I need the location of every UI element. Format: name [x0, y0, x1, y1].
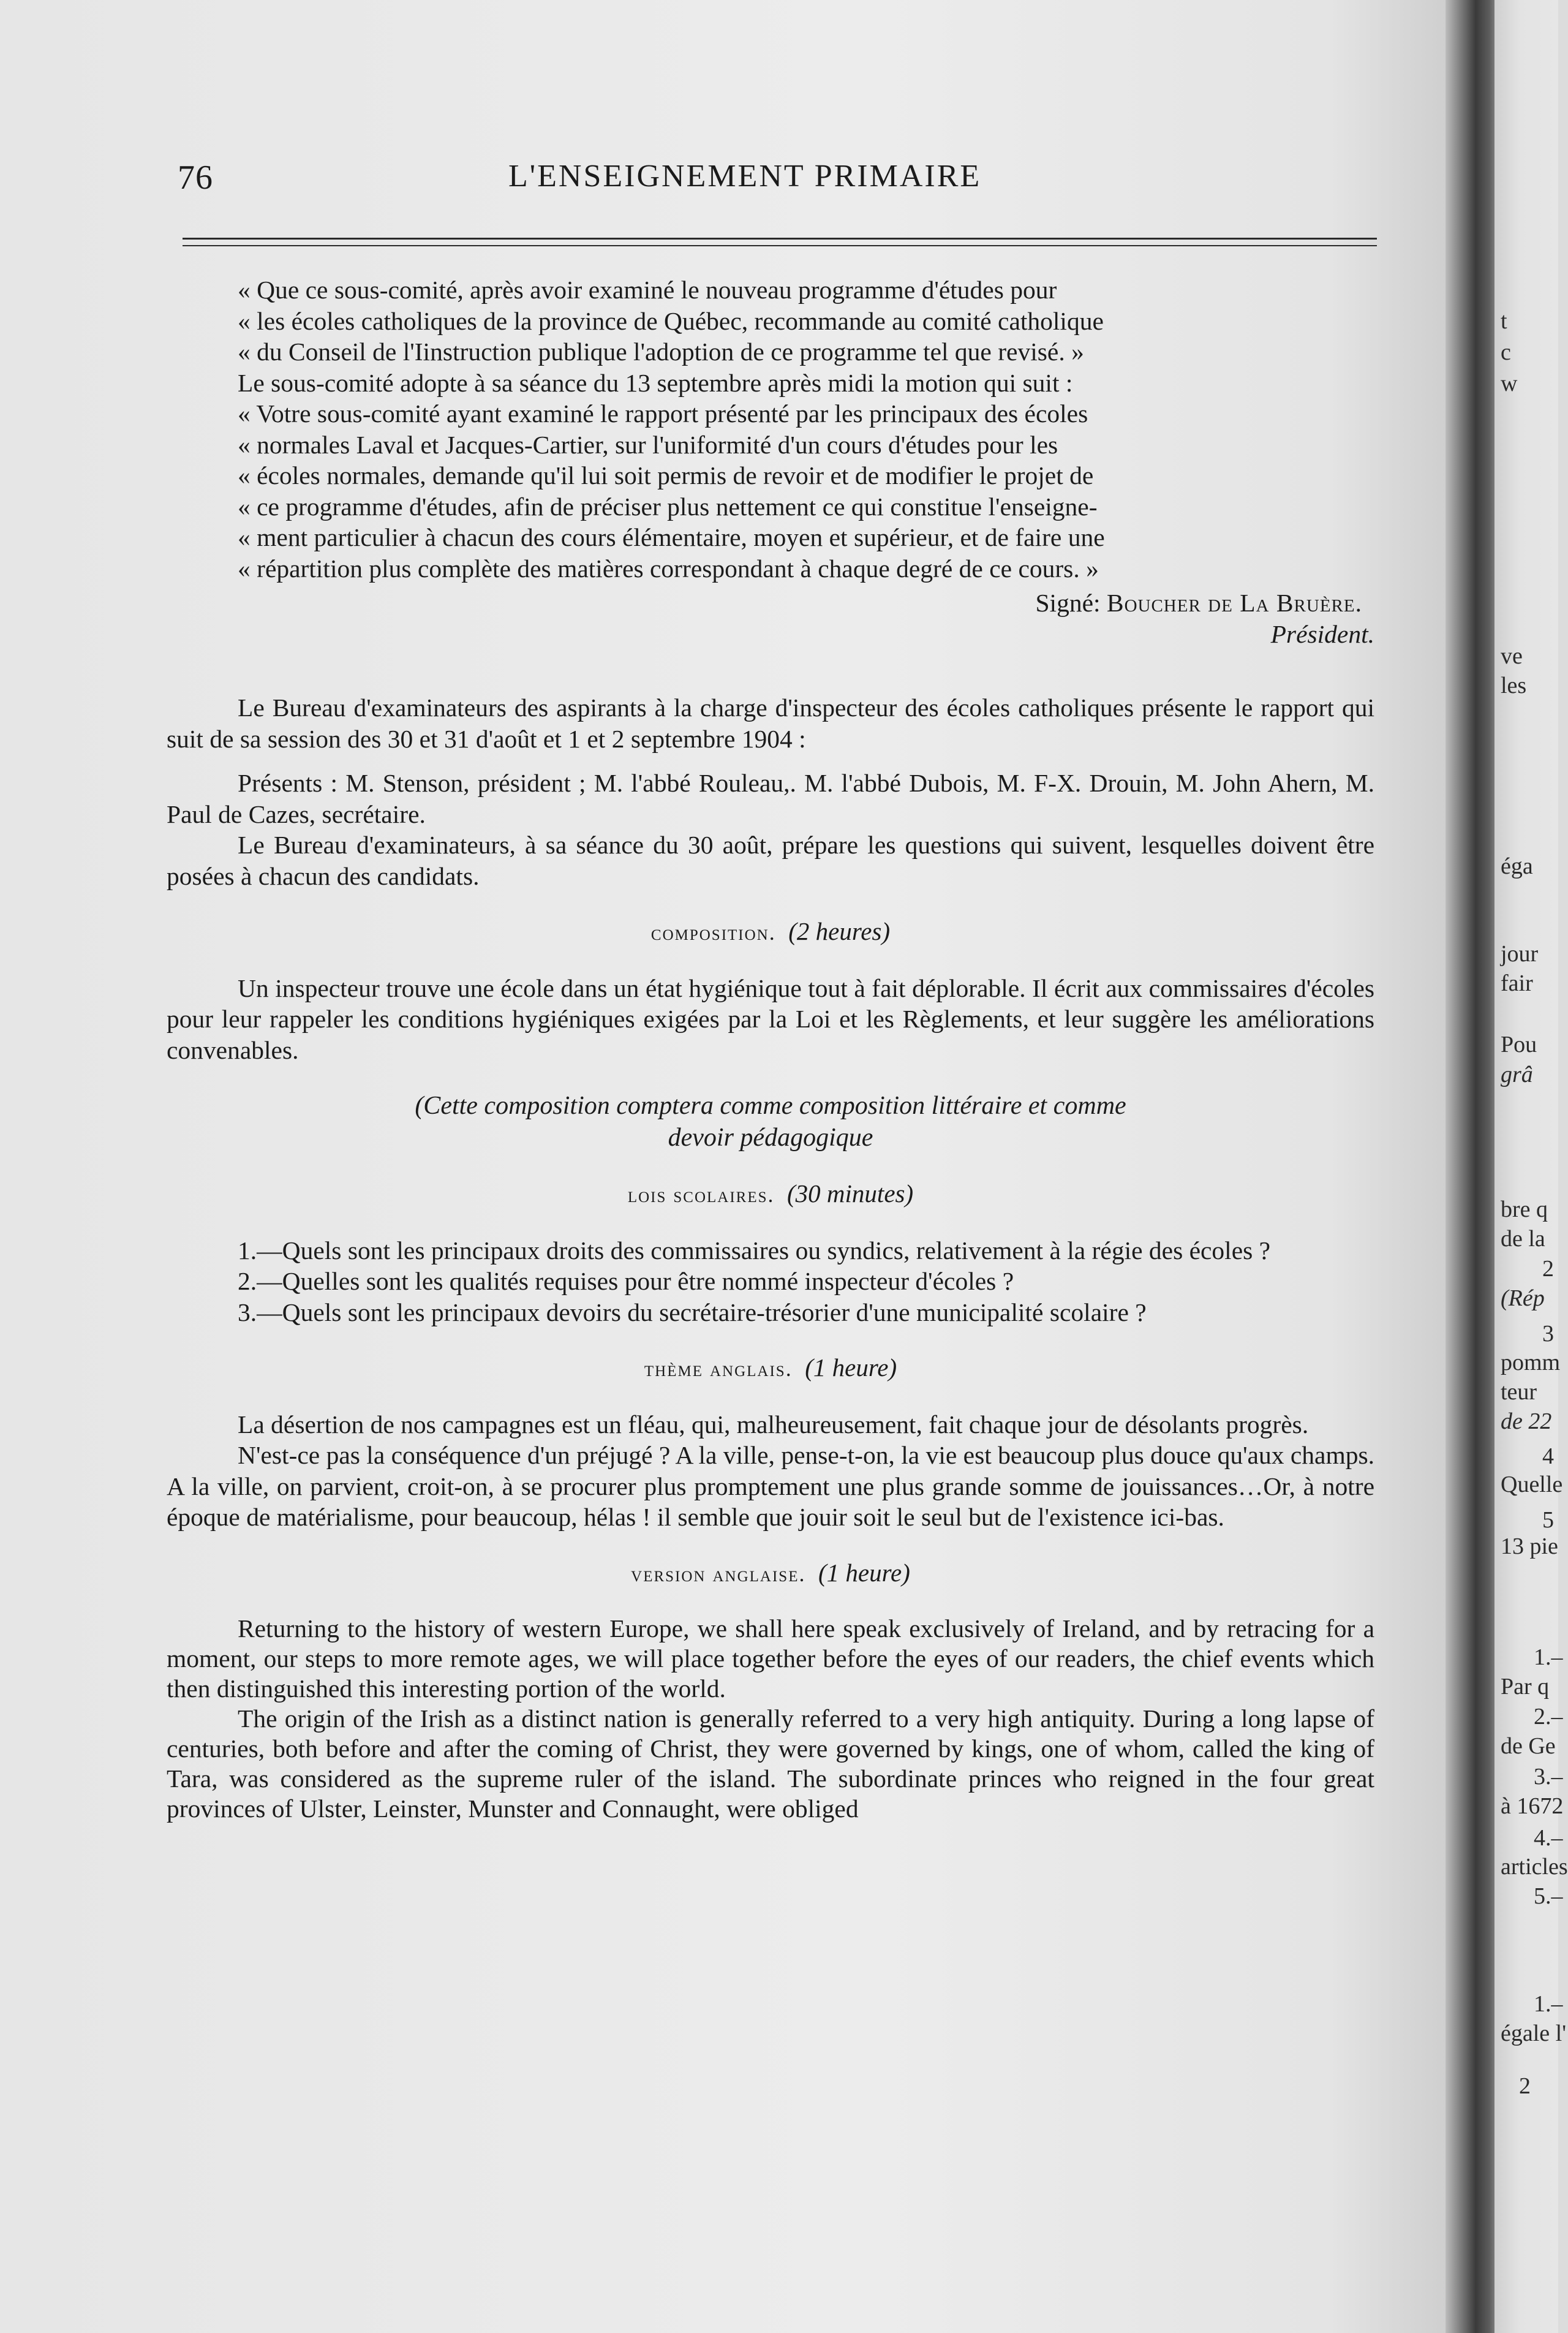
facing-fragment: fair	[1501, 970, 1533, 996]
facing-fragment: 2	[1542, 1256, 1554, 1282]
lois-heading-label: lois scolaires.	[627, 1182, 775, 1207]
version-duration: (1 heure)	[818, 1558, 910, 1587]
facing-fragment: bre q	[1501, 1197, 1548, 1222]
facing-fragment: 13 pie	[1501, 1533, 1558, 1559]
theme-duration: (1 heure)	[805, 1353, 897, 1382]
facing-fragment: égale l'	[1501, 2021, 1567, 2046]
facing-fragment: 1.–	[1534, 1991, 1563, 2017]
facing-fragment: de 22	[1501, 1408, 1552, 1434]
facing-fragment: 3	[1542, 1321, 1554, 1347]
page-body	[167, 274, 1374, 1824]
lois-duration: (30 minutes)	[787, 1179, 914, 1208]
lois-heading	[167, 1178, 1374, 1211]
motion-line: « écoles normales, demande qu'il lui soit permis de revoir et de modifier le projet de	[238, 461, 1094, 490]
header-rule-top	[183, 238, 1377, 240]
facing-fragment: 4.–	[1534, 1825, 1563, 1851]
composition-note-line-2: devoir pédagogique	[668, 1124, 873, 1152]
facing-fragment: 2	[1519, 2073, 1531, 2099]
motion-line: « normales Laval et Jacques-Cartier, sur l'uniformité d'un cours d'études pour les	[238, 430, 1058, 459]
facing-fragment: 2.–	[1534, 1704, 1563, 1730]
motion-line: « Votre sous-comité ayant examiné le rapport présenté par les principaux des écoles	[238, 399, 1088, 428]
facing-fragment: à 1672	[1501, 1793, 1564, 1819]
facing-fragment: (Rép	[1501, 1285, 1545, 1311]
version-heading-label: version anglaise.	[631, 1561, 806, 1586]
facing-fragment: pomm	[1501, 1350, 1561, 1375]
header-rule-bottom	[183, 245, 1377, 246]
signature-label: Signé:	[1035, 589, 1107, 617]
composition-heading-label: composition.	[650, 920, 776, 945]
lois-question-3: 3.—Quels sont les principaux devoirs du secrétaire-trésorier d'une municipalité scolaire ?	[238, 1298, 1147, 1326]
facing-fragment: 4	[1542, 1443, 1554, 1469]
version-paragraph-2: The origin of the Irish as a distinct nation is generally referred to a very high antiquity. During a long lapse of centuries, both before and after the coming of Christ, they were governed by kings, one of whom, called the king of Tara, was considered as the supreme ruler of the island. The subordinate princes who reigned in the four great provinces of Ulster, Leinster, Munster and Connaught, were obliged	[167, 1704, 1374, 1823]
theme-heading	[167, 1352, 1374, 1385]
presents-paragraph: Présents : M. Stenson, président ; M. l'abbé Rouleau,. M. l'abbé Dubois, M. F-X. Drouin, M. John Ahern, M. Paul de Cazes, secrétaire.	[167, 769, 1374, 828]
facing-fragment: articles	[1501, 1854, 1568, 1880]
facing-fragment: de la	[1501, 1226, 1545, 1252]
motion-line: Le sous-comité adopte à sa séance du 13 septembre après midi la motion qui suit :	[238, 368, 1073, 397]
facing-page-edge	[1494, 0, 1568, 2333]
facing-fragment: Par q	[1501, 1674, 1550, 1700]
quote-line: « Que ce sous-comité, après avoir examiné le nouveau programme d'études pour	[238, 276, 1057, 304]
bureau-paragraph: Le Bureau d'examinateurs des aspirants à la charge d'inspecteur des écoles catholiques présente le rapport qui suit de sa session des 30 et 31 d'août et 1 et 2 septembre 1904 :	[167, 694, 1374, 753]
signature-title: Président.	[1270, 619, 1374, 648]
facing-fragment: 3.–	[1534, 1764, 1563, 1790]
signature-line	[167, 588, 1374, 619]
seance-paragraph: Le Bureau d'examinateurs, à sa séance du 30 août, prépare les questions qui suivent, lesquelles doivent être posées à chacun des candidats.	[167, 831, 1374, 890]
lois-question-1: 1.—Quels sont les principaux droits des commissaires ou syndics, relativement à la régie des écoles ?	[238, 1236, 1271, 1265]
facing-fragment: jour	[1501, 941, 1539, 967]
motion-line: « ce programme d'études, afin de préciser plus nettement ce qui constitue l'enseigne-	[238, 492, 1098, 521]
book-gutter	[1446, 0, 1501, 2333]
lois-question-2: 2.—Quelles sont les qualités requises pour être nommé inspecteur d'écoles ?	[238, 1267, 1014, 1295]
version-paragraph-1: Returning to the history of western Europe, we shall here speak exclusively of Ireland, and by retracing for a moment, our steps to more remote ages, we will place together before the eyes of our readers, the chief events which then distinguished this interesting portion of the world.	[167, 1614, 1374, 1703]
facing-fragment: c	[1501, 339, 1511, 365]
motion-line: « ment particulier à chacun des cours élémentaire, moyen et supérieur, et de faire une	[238, 523, 1105, 551]
facing-fragment: 5	[1542, 1507, 1554, 1533]
facing-fragment: Pou	[1501, 1032, 1537, 1057]
facing-fragment: de Ge	[1501, 1733, 1556, 1759]
signature-name: Boucher de La Bruère.	[1106, 589, 1362, 617]
quote-block	[167, 274, 1374, 368]
facing-fragment: Quelle	[1501, 1472, 1563, 1497]
composition-heading	[167, 916, 1374, 948]
motion-line: « répartition plus complète des matières correspondant à chaque degré de ce cours. »	[238, 554, 1099, 583]
composition-note-line-1: (Cette composition comptera comme composition littéraire et comme	[415, 1092, 1126, 1120]
composition-text: Un inspecteur trouve une école dans un état hygiénique tout à fait déplorable. Il écrit aux commissaires d'écoles pour leur rappeler les conditions hygiéniques exigées par la Loi et les Règlements, et leur suggère les améliorations convenables.	[167, 974, 1374, 1064]
facing-fragment: teur	[1501, 1379, 1537, 1405]
facing-fragment: t	[1501, 308, 1507, 334]
page-number: 76	[178, 159, 213, 197]
facing-fragment: 5.–	[1534, 1883, 1563, 1909]
composition-duration: (2 heures)	[788, 917, 891, 945]
facing-fragment: les	[1501, 673, 1527, 698]
motion-block	[167, 368, 1374, 584]
version-heading	[167, 1557, 1374, 1590]
theme-paragraph-2: N'est-ce pas la conséquence d'un préjugé ? A la ville, pense-t-on, la vie est beaucoup plus douce qu'aux champs. A la ville, on parvient, croit-on, à se procurer plus promptement une plus grande somme de jouissances…Or, à notre époque de matérialisme, pour beaucoup, hélas ! il semble que jouir soit le seul but de l'existence ici-bas.	[167, 1441, 1374, 1531]
facing-fragment: grâ	[1501, 1062, 1533, 1087]
quote-line: « du Conseil de l'Iinstruction publique l'adoption de ce programme tel que revisé. »	[238, 338, 1084, 366]
facing-fragment: 1.–	[1534, 1644, 1563, 1670]
facing-fragment: w	[1501, 371, 1518, 396]
facing-fragment: éga	[1501, 853, 1533, 879]
running-title: L'ENSEIGNEMENT PRIMAIRE	[508, 159, 982, 194]
theme-paragraph-1: La désertion de nos campagnes est un fléau, qui, malheureusement, fait chaque jour de désolants progrès.	[238, 1410, 1309, 1439]
quote-line: « les écoles catholiques de la province de Québec, recommande au comité catholique	[238, 306, 1104, 335]
theme-heading-label: thème anglais.	[644, 1356, 793, 1381]
facing-fragment: ve	[1501, 643, 1523, 669]
